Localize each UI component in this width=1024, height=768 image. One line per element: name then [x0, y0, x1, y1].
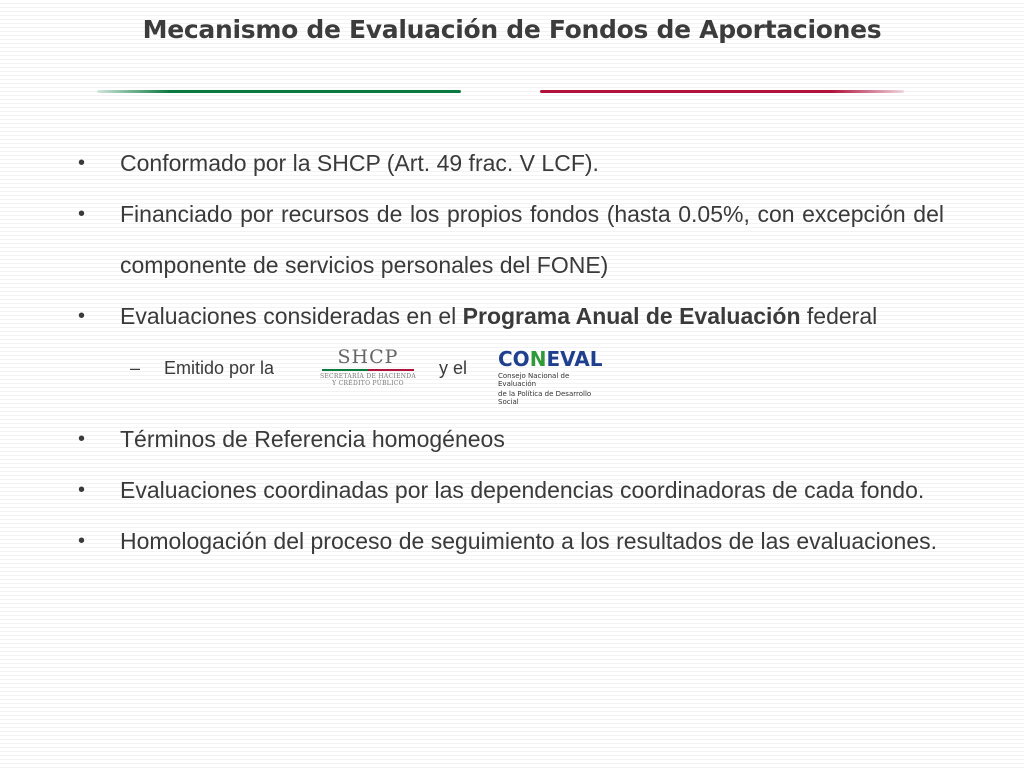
shcp-logo-name: SHCP — [337, 346, 399, 368]
bullet-item — [78, 414, 944, 465]
green-divider — [97, 90, 461, 93]
bullet-text: Evaluaciones coordinadas por las dependencias coordinadoras de cada fondo. — [120, 477, 925, 503]
bullet-icon: • — [78, 203, 86, 225]
bullet-text-before: Evaluaciones consideradas en el — [120, 303, 463, 329]
coneval-logo-part1: CO — [498, 347, 530, 371]
bullet-icon: • — [78, 530, 86, 552]
bullet-text-bold: Programa Anual de Evaluación — [462, 303, 801, 329]
bullet-icon: • — [78, 152, 86, 174]
slide-title: Mecanismo de Evaluación de Fondos de Aportaciones — [142, 15, 882, 44]
coneval-logo-name — [498, 348, 608, 370]
bullet-icon: • — [78, 428, 86, 450]
shcp-logo-line2: Y CRÉDITO PÚBLICO — [332, 380, 404, 387]
dash-icon: – — [130, 358, 141, 378]
coneval-logo-line1: Consejo Nacional de Evaluación — [498, 372, 570, 388]
red-divider — [540, 90, 904, 93]
bullet-icon: • — [78, 305, 86, 327]
coneval-logo — [498, 347, 608, 406]
coneval-logo-line2: de la Política de Desarrollo Social — [498, 390, 592, 406]
bullet-text: Financiado por recursos de los propios fondos (hasta 0.05%, con excepción del componente de servicios personales del FONE) — [120, 201, 944, 278]
shcp-logo-line1: SECRETARÍA DE HACIENDA — [319, 373, 417, 380]
shcp-logo-line — [322, 369, 414, 371]
bullet-item — [78, 291, 944, 342]
bullet-text: Homologación del proceso de seguimiento a los resultados de las evaluaciones. — [120, 528, 937, 554]
bullet-text: Términos de Referencia homogéneos — [120, 426, 505, 452]
bullet-icon: • — [78, 479, 86, 501]
sub-bullet-item — [78, 342, 944, 406]
bullet-item — [78, 465, 944, 516]
bullet-item — [78, 138, 944, 189]
sub-bullet-middle: y el — [439, 358, 468, 378]
bullet-text: Conformado por la SHCP (Art. 49 frac. V LCF). — [120, 150, 599, 176]
bullet-item — [78, 516, 944, 567]
bullet-list — [78, 138, 944, 567]
bullet-item — [78, 189, 944, 291]
bullet-text-after: federal — [800, 303, 878, 329]
shcp-logo — [316, 342, 420, 394]
sub-bullet-prefix: Emitido por la — [164, 358, 275, 378]
coneval-logo-part3: EVAL — [546, 347, 603, 371]
coneval-logo-part2: N — [529, 347, 547, 371]
